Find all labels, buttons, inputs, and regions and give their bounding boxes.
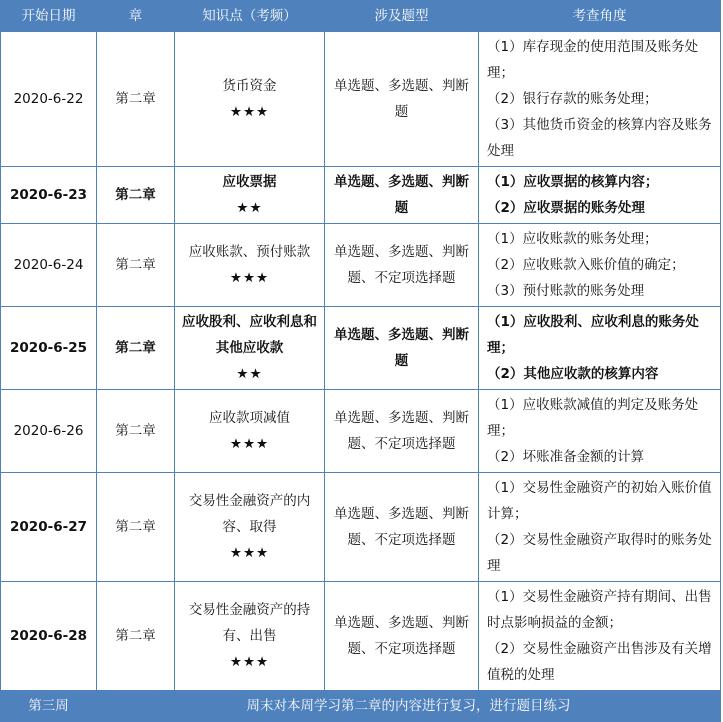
footer-row bbox=[1, 691, 721, 722]
topic-cell bbox=[175, 167, 325, 224]
chapter-cell: 第二章 bbox=[97, 307, 175, 390]
chapter-cell: 第二章 bbox=[97, 32, 175, 167]
angle-item: （1）应收票据的核算内容； bbox=[487, 174, 659, 190]
stars-rating: ★★★ bbox=[229, 104, 270, 120]
chapter-cell: 第二章 bbox=[97, 473, 175, 582]
header-chapter: 章 bbox=[97, 1, 175, 32]
angle-item: （2）银行存款的账务处理； bbox=[487, 91, 658, 107]
angle-item: （1）应收账款减值的判定及账务处理； bbox=[487, 397, 699, 439]
header-topic: 知识点（考频） bbox=[175, 1, 325, 32]
date-cell: 2020-6-24 bbox=[1, 224, 97, 307]
topic-text: 应收股利、应收利息和其他应收款 bbox=[182, 314, 317, 356]
angle-item: （2）交易性金融资产取得时的账务处理 bbox=[487, 532, 712, 574]
chapter-cell: 第二章 bbox=[97, 167, 175, 224]
topic-text: 应收账款、预付账款 bbox=[188, 244, 311, 260]
table-row bbox=[1, 32, 721, 167]
date-cell: 2020-6-26 bbox=[1, 390, 97, 473]
angle-item: （1）交易性金融资产持有期间、出售时点影响损益的金额； bbox=[487, 589, 712, 631]
angle-cell bbox=[479, 224, 721, 307]
header-types: 涉及题型 bbox=[325, 1, 479, 32]
chapter-cell: 第二章 bbox=[97, 390, 175, 473]
date-cell: 2020-6-27 bbox=[1, 473, 97, 582]
stars-rating: ★★ bbox=[236, 366, 263, 382]
stars-rating: ★★★ bbox=[229, 654, 270, 670]
stars-rating: ★★★ bbox=[229, 545, 270, 561]
angle-item: （1）库存现金的使用范围及账务处理； bbox=[487, 39, 699, 81]
date-cell: 2020-6-28 bbox=[1, 582, 97, 691]
topic-text: 交易性金融资产的持有、出售 bbox=[188, 602, 311, 644]
angle-item: （3）其他货币资金的核算内容及账务处理 bbox=[487, 117, 712, 159]
types-cell: 单选题、多选题、判断题 bbox=[325, 32, 479, 167]
table-row bbox=[1, 167, 721, 224]
angle-cell bbox=[479, 473, 721, 582]
header-date: 开始日期 bbox=[1, 1, 97, 32]
topic-text: 应收款项减值 bbox=[209, 410, 290, 426]
chapter-cell: 第二章 bbox=[97, 224, 175, 307]
topic-text: 交易性金融资产的内容、取得 bbox=[188, 493, 311, 535]
types-cell: 单选题、多选题、判断题、不定项选择题 bbox=[325, 473, 479, 582]
angle-item: （1）交易性金融资产的初始入账价值计算； bbox=[487, 480, 712, 522]
angle-cell bbox=[479, 307, 721, 390]
table-row bbox=[1, 582, 721, 691]
table-row bbox=[1, 473, 721, 582]
topic-cell bbox=[175, 307, 325, 390]
angle-item: （1）应收股利、应收利息的账务处理； bbox=[487, 314, 699, 356]
topic-text: 货币资金 bbox=[222, 78, 277, 94]
stars-rating: ★★★ bbox=[229, 436, 270, 452]
topic-cell bbox=[175, 473, 325, 582]
header-row bbox=[1, 1, 721, 32]
angle-item: （2）坏账准备金额的计算 bbox=[487, 449, 645, 465]
types-cell: 单选题、多选题、判断题 bbox=[325, 307, 479, 390]
angle-cell bbox=[479, 390, 721, 473]
topic-cell bbox=[175, 390, 325, 473]
footer-note: 周末对本周学习第二章的内容进行复习，进行题目练习 bbox=[97, 691, 721, 722]
date-cell: 2020-6-22 bbox=[1, 32, 97, 167]
types-cell: 单选题、多选题、判断题 bbox=[325, 167, 479, 224]
angle-item: （2）应收票据的账务处理 bbox=[487, 200, 645, 216]
topic-cell bbox=[175, 582, 325, 691]
angle-item: （3）预付账款的账务处理 bbox=[487, 283, 645, 299]
stars-rating: ★★★ bbox=[229, 270, 270, 286]
angle-cell bbox=[479, 582, 721, 691]
stars-rating: ★★ bbox=[236, 200, 263, 216]
header-angle: 考查角度 bbox=[479, 1, 721, 32]
topic-cell bbox=[175, 32, 325, 167]
types-cell: 单选题、多选题、判断题、不定项选择题 bbox=[325, 224, 479, 307]
date-cell: 2020-6-25 bbox=[1, 307, 97, 390]
date-cell: 2020-6-23 bbox=[1, 167, 97, 224]
chapter-cell: 第二章 bbox=[97, 582, 175, 691]
types-cell: 单选题、多选题、判断题、不定项选择题 bbox=[325, 582, 479, 691]
types-cell: 单选题、多选题、判断题、不定项选择题 bbox=[325, 390, 479, 473]
topic-cell bbox=[175, 224, 325, 307]
angle-item: （2）其他应收款的核算内容 bbox=[487, 366, 659, 382]
angle-item: （2）交易性金融资产出售涉及有关增值税的处理 bbox=[487, 641, 712, 683]
angle-item: （1）应收账款的账务处理； bbox=[487, 231, 658, 247]
table-row bbox=[1, 224, 721, 307]
topic-text: 应收票据 bbox=[222, 174, 277, 190]
table-row bbox=[1, 307, 721, 390]
table-row bbox=[1, 390, 721, 473]
angle-cell bbox=[479, 167, 721, 224]
angle-item: （2）应收账款入账价值的确定； bbox=[487, 257, 685, 273]
footer-week: 第三周 bbox=[1, 691, 97, 722]
angle-cell bbox=[479, 32, 721, 167]
